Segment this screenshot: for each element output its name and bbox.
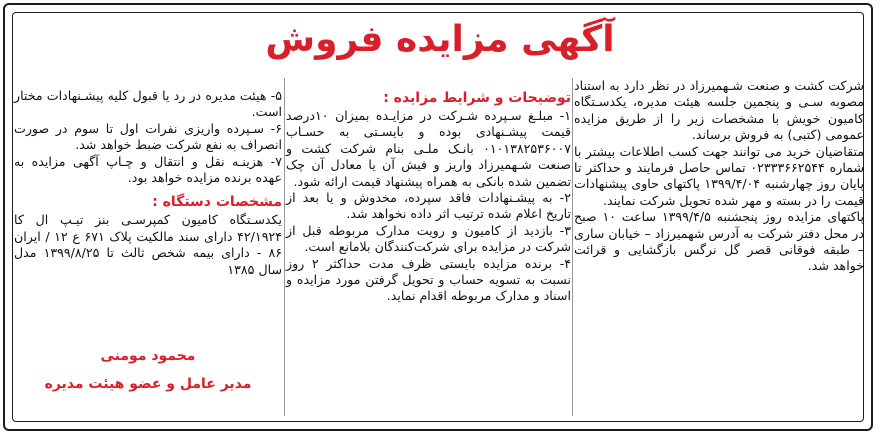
column-divider-left xyxy=(284,78,285,416)
term-item: ۵- هیئت مدیره در رد یا قبول کلیه پیشـنهادات مختار است. xyxy=(14,88,282,120)
specs-paragraph: یکدسـتگاه کامیون کمپرسـی بنز تیـپ ال کا ۴۲/۱۹۲۴ دارای سند مالکیت پلاک ۶۷۱ ع ۱۲ / ایران ۸۶ - دارای بیمه شخص ثالث تا ۱۳۹۹/۸/۲۵ مدل سال ۱۳۸۵ xyxy=(14,212,282,277)
term-item: ۴- برنده مزایده بایستی ظرف مدت حداکثر ۲ روز نسبت به تسویه حساب و تحویل گرفتن مورد مزایده و اسناد و مدارک مربوطه اقدام نماید. xyxy=(286,255,572,304)
terms-column xyxy=(286,88,571,305)
intro-column xyxy=(574,78,864,275)
term-item: ۷- هزینـه نقل و انتقال و چـاپ آگهی مزایده به عهده برنده مزایده خواهد بود. xyxy=(14,153,282,186)
notice-title: آگهی مزایده فروش xyxy=(265,19,615,60)
specs-column xyxy=(14,88,282,278)
column-divider-right xyxy=(572,78,573,416)
intro-paragraph: شرکت کشت و صنعت شـهمیرزاد در نظر دارد به استناد مصوبه سـی و پنجمین جلسه هیئت مدیره، یکدسـتگاه کامیون خویش با مشخصات زیر را از طریق مزایده عمومی (کتبی) به فروش برساند. xyxy=(574,78,864,143)
terms-heading: توضیحات و شرایط مزایده : xyxy=(383,90,571,106)
signer-title: مدیر عامل و عضو هیئت مدیره xyxy=(44,376,252,392)
signer-name: محمود مومنی xyxy=(100,348,196,364)
opening-paragraph: پاکتهای مزایده روز پنجشنبه ۱۳۹۹/۴/۵ ساعت ۱۰ صبح در محل دفتر شرکت به آدرس شهمیرزاد – خیابان ساری – طبقه فوقانی قصر گل نرگس بازگشایی و قرائت خواهد شد. xyxy=(574,209,864,274)
contact-paragraph: متقاضیان خرید می توانند جهت کسب اطلاعات بیشتر با شماره ۰۲۳۳۳۶۶۲۵۴۴ تماس حاصل فرمایند و حداکثر تا پایان روز چهارشنبه ۱۳۹۹/۴/۰۴ پاکتهای حاوی پیشنهادات قیمت را در بسته و مهر شده تحویل شرکت نمایند. xyxy=(574,143,864,208)
term-item: ۶- سـپرده واریزی نفرات اول تا سوم در صورت انصراف به نفع شرکت ضبط خواهد شد. xyxy=(14,120,282,153)
term-item: ۱- مبلـغ سـپرده شـرکت در مزایـده بمیزان ۱۰درصد قیمت پیشـنهادی بوده و بایسـتی به حسـاب ۰۱۰۱۳۸۲۵۳۶۰۰۷ بانـک ملـی بنام شرکت کشت و صنعت شـهمیرزاد واریز و فیش آن یا معادل آن چک تضمین شده بانکی به همراه پیشنهاد قیمت ارائه شود. xyxy=(286,108,571,189)
term-item: ۳- بازدید از کامیون و رویت مدارک مربوطه قبل از شرکت در مزایده برای شرکت‌کنندگان بلامانع است. xyxy=(286,222,571,255)
specs-heading: مشخصات دستگاه : xyxy=(152,194,282,211)
term-item: ۲- به پیشـنهادات فاقد سپرده، مخدوش و یا بعد از تاریخ اعلام شده ترتیب اثر داده نخواهد شد. xyxy=(286,190,571,222)
